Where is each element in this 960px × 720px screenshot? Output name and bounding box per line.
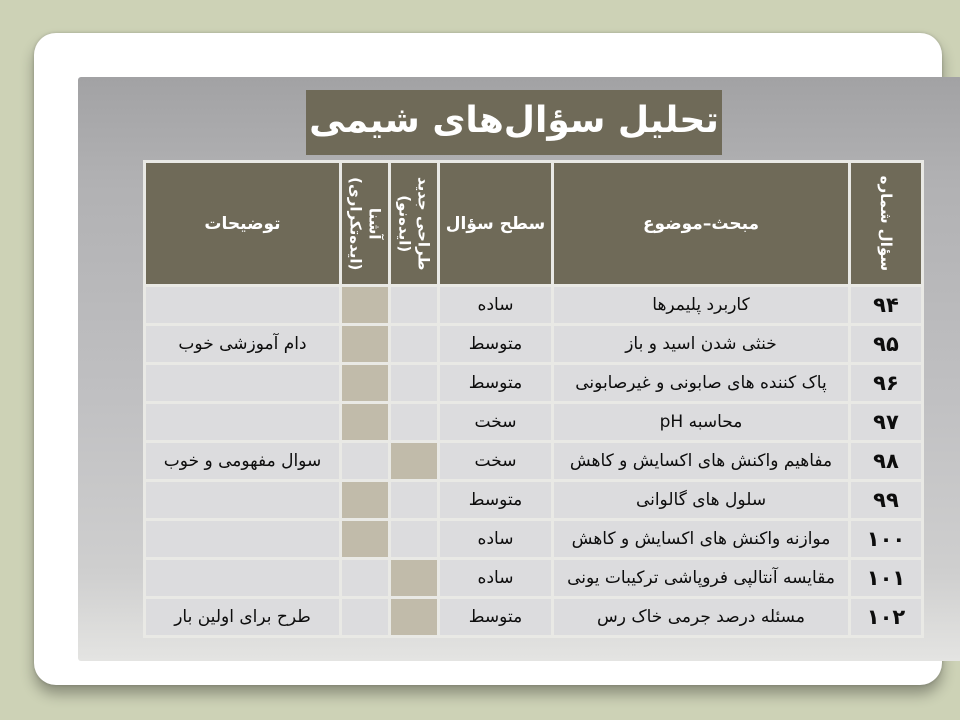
question-level: سخت [440,443,551,479]
new-design-cell [391,404,437,440]
header-new-design-label: طراحی جدید (ایده‌نو) [396,176,433,271]
table-row [146,599,921,635]
new-design-cell [391,287,437,323]
familiar-cell [342,287,388,323]
question-number: ۹۸ [851,443,921,479]
question-topic: پاک کننده های صابونی و غیرصابونی [554,365,848,401]
question-topic: سلول های گالوانی [554,482,848,518]
question-topic: خنثی شدن اسید و باز [554,326,848,362]
question-level: ساده [440,560,551,596]
table-body [146,287,921,635]
familiar-cell [342,482,388,518]
familiar-cell [342,365,388,401]
question-number: ۱۰۱ [851,560,921,596]
table-row [146,365,921,401]
familiar-cell [342,560,388,596]
question-number: ۹۹ [851,482,921,518]
table-row [146,287,921,323]
analysis-table-wrap [143,160,924,638]
table-row [146,326,921,362]
vertical-text-wrap [851,163,921,284]
header-level: سطح سؤال [440,163,551,284]
question-notes: دام آموزشی خوب [146,326,339,362]
question-topic: مسئله درصد جرمی خاک رس [554,599,848,635]
question-number: ۹۶ [851,365,921,401]
question-notes [146,365,339,401]
vertical-text-wrap [342,163,388,284]
new-design-cell [391,560,437,596]
question-number: ۱۰۰ [851,521,921,557]
question-notes: طرح برای اولین بار [146,599,339,635]
new-design-cell [391,326,437,362]
header-row [146,163,921,284]
question-level: ساده [440,287,551,323]
question-level: متوسط [440,326,551,362]
familiar-cell [342,443,388,479]
analysis-table [143,160,924,638]
header-familiar-label: آشنا (ایده‌تکراری) [347,176,384,271]
question-topic: مقایسه آنتالپی فروپاشی ترکیبات یونی [554,560,848,596]
table-row [146,521,921,557]
question-notes [146,560,339,596]
question-notes [146,287,339,323]
table-row [146,404,921,440]
header-question-number-label: سؤال شماره [877,175,896,272]
familiar-cell [342,404,388,440]
question-number: ۹۴ [851,287,921,323]
question-notes [146,404,339,440]
question-notes [146,482,339,518]
question-number: ۱۰۲ [851,599,921,635]
familiar-cell [342,521,388,557]
slide-title: تحلیل سؤال‌های شیمی [309,99,719,141]
question-topic: مفاهیم واکنش های اکسایش و کاهش [554,443,848,479]
new-design-cell [391,365,437,401]
slide-title-box [306,90,722,155]
table-row [146,482,921,518]
slide-card [34,33,942,685]
question-notes [146,521,339,557]
question-number: ۹۵ [851,326,921,362]
familiar-cell [342,326,388,362]
new-design-cell [391,482,437,518]
question-level: متوسط [440,365,551,401]
new-design-cell [391,599,437,635]
question-notes: سوال مفهومی و خوب [146,443,339,479]
question-level: سخت [440,404,551,440]
new-design-cell [391,521,437,557]
table-row [146,443,921,479]
question-number: ۹۷ [851,404,921,440]
new-design-cell [391,443,437,479]
question-level: ساده [440,521,551,557]
table-row [146,560,921,596]
header-question-number [851,163,921,284]
header-topic: مبحث–موضوع [554,163,848,284]
question-topic: محاسبه pH [554,404,848,440]
header-notes: توضیحات [146,163,339,284]
question-topic: کاربرد پلیمرها [554,287,848,323]
header-new-design [391,163,437,284]
question-level: متوسط [440,482,551,518]
table-header [146,163,921,284]
question-level: متوسط [440,599,551,635]
header-familiar [342,163,388,284]
vertical-text-wrap [391,163,437,284]
familiar-cell [342,599,388,635]
question-topic: موازنه واکنش های اکسایش و کاهش [554,521,848,557]
